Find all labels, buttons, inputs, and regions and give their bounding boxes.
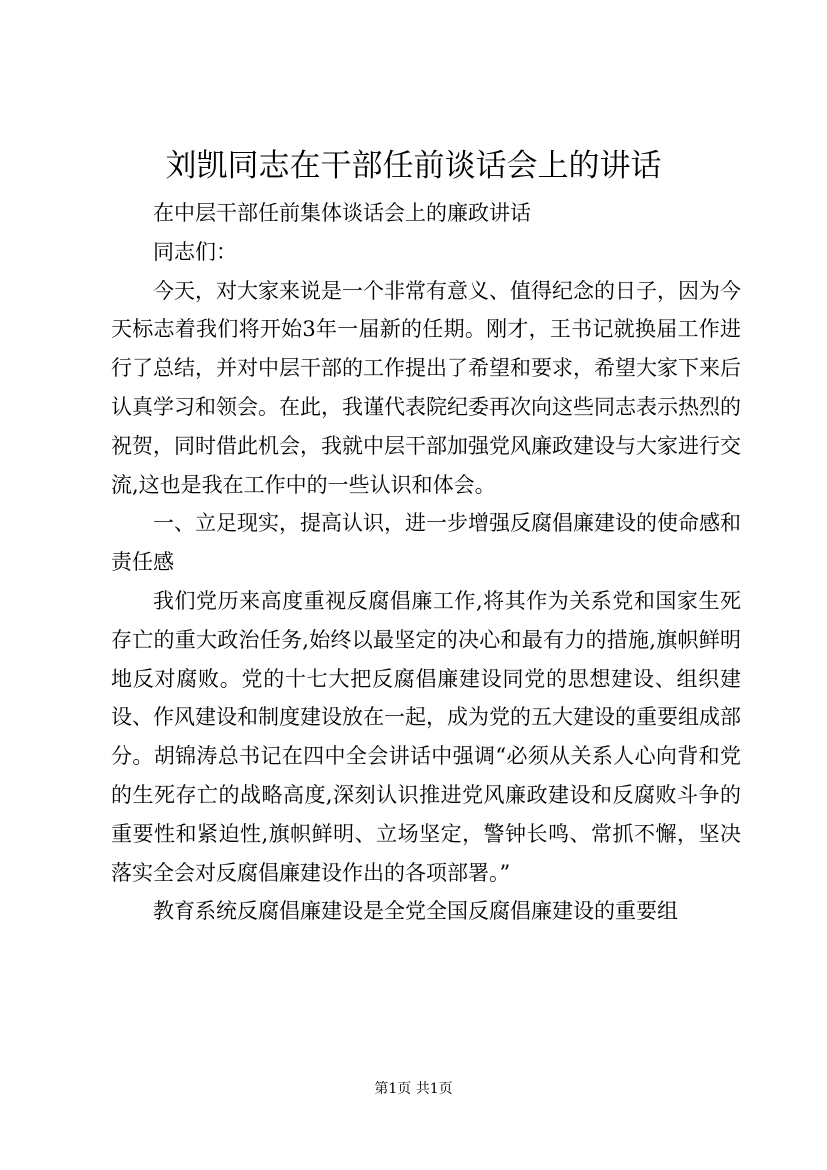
body-paragraph: 我们党历来高度重视反腐倡廉工作,将其作为关系党和国家生死存亡的重大政治任务,始终以最坚定的决心和最有力的措施,旗帜鲜明地反对腐败。党的十七大把反腐倡廉建设同党的思想建设、组织建设、作风建设和制度建设放在一起，成为党的五大建设的重要组成部分。胡锦涛总书记在四中全会讲话中强调“必须从关系人心向背和党的生死存亡的战略高度,深刻认识推进党风廉政建设和反腐败斗争的重要性和紧迫性,旗帜鲜明、立场坚定，警钟长鸣、常抓不懈，坚决落实全会对反腐倡廉建设作出的各项部署。” (111, 588, 741, 885)
document-title: 刘凯同志在干部任前谈话会上的讲话 (165, 148, 662, 184)
section-heading-paragraph: 一、立足现实，提高认识，进一步增强反腐倡廉建设的使命感和责任感 (111, 511, 741, 575)
document-body (111, 194, 741, 931)
body-paragraph: 教育系统反腐倡廉建设是全党全国反腐倡廉建设的重要组 (153, 899, 678, 924)
salutation-paragraph: 同志们： (153, 239, 237, 264)
page-footer: 第1页 共1页 (374, 1081, 453, 1097)
body-paragraph: 今天，对大家来说是一个非常有意义、值得纪念的日子，因为今天标志着我们将开始3年一届新的任期。刚才，王书记就换届工作进行了总结，并对中层干部的工作提出了希望和要求，希望大家下来后认真学习和领会。在此，我谨代表院纪委再次向这些同志表示热烈的祝贺，同时借此机会，我就中层干部加强党风廉政建设与大家进行交流,这也是我在工作中的一些认识和体会。 (111, 278, 741, 497)
subtitle-paragraph: 在中层干部任前集体谈话会上的廉政讲话 (153, 201, 531, 225)
